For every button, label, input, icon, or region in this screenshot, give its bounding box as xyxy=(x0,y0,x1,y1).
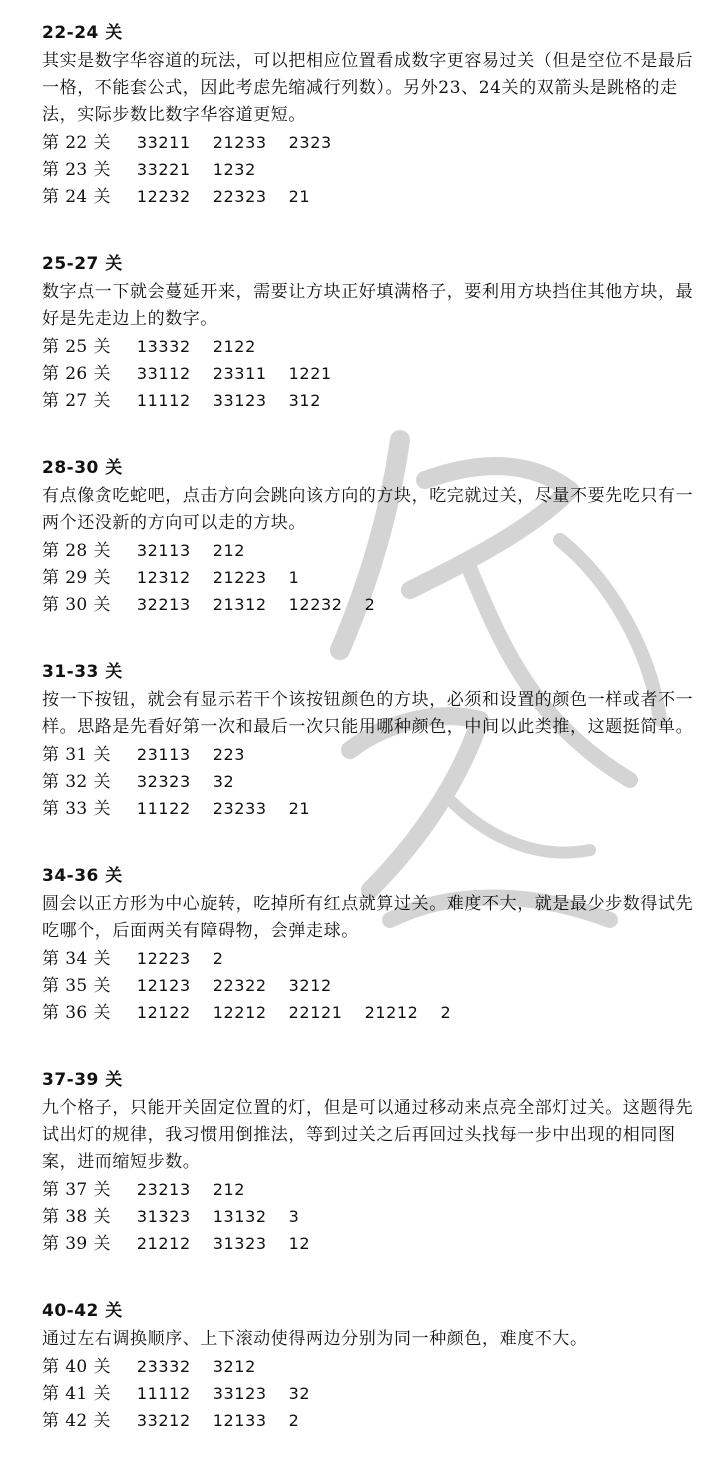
level-solution-row xyxy=(42,972,702,999)
level-solution-row xyxy=(42,360,702,387)
level-label: 第 24 关 xyxy=(42,187,111,207)
move-sequence: 12232 xyxy=(136,187,191,206)
section-heading: 31-33 关 xyxy=(42,662,123,682)
level-label: 第 30 关 xyxy=(42,595,111,615)
move-sequence: 23113 xyxy=(136,745,191,764)
move-sequence: 31323 xyxy=(136,1207,191,1226)
move-sequence: 212 xyxy=(212,541,246,560)
move-sequence: 13132 xyxy=(212,1207,267,1226)
level-group-section xyxy=(42,457,702,618)
level-label: 第 36 关 xyxy=(42,1003,111,1023)
section-description: 数字点一下就会蔓延开来，需要让方块正好填满格子，要利用方块挡住其他方块，最好是先走边上的数字。 xyxy=(42,282,694,329)
move-sequence: 3212 xyxy=(212,1357,256,1376)
move-sequence: 11112 xyxy=(136,391,191,410)
move-sequence: 12 xyxy=(288,1234,311,1253)
move-sequence: 32213 xyxy=(136,595,191,614)
move-sequence: 21233 xyxy=(212,133,267,152)
level-solution-row xyxy=(42,999,702,1026)
section-description: 九个格子，只能开关固定位置的灯，但是可以通过移动来点亮全部灯过关。这题得先试出灯的规律，我习惯用倒推法，等到过关之后再回过头找每一步中出现的相同图案，进而缩短步数。 xyxy=(42,1098,694,1172)
move-sequence: 1 xyxy=(288,568,300,587)
level-solution-row xyxy=(42,387,702,414)
move-sequence: 32 xyxy=(288,1384,311,1403)
move-sequence: 31323 xyxy=(212,1234,267,1253)
move-sequence: 33112 xyxy=(136,364,191,383)
move-sequence: 11122 xyxy=(136,799,191,818)
move-sequence: 32323 xyxy=(136,772,191,791)
level-label: 第 38 关 xyxy=(42,1207,111,1227)
move-sequence: 22323 xyxy=(212,187,267,206)
move-sequence: 3212 xyxy=(288,976,332,995)
section-description: 有点像贪吃蛇吧，点击方向会跳向该方向的方块，吃完就过关，尽量不要先吃只有一两个还没新的方向可以走的方块。 xyxy=(42,486,694,533)
level-solution-row xyxy=(42,1203,702,1230)
level-label: 第 42 关 xyxy=(42,1411,111,1431)
level-group-section xyxy=(42,661,702,822)
level-solution-row xyxy=(42,1353,702,1380)
move-sequence: 12223 xyxy=(136,949,191,968)
section-description: 其实是数字华容道的玩法，可以把相应位置看成数字更容易过关（但是空位不是最后一格，不能套公式，因此考虑先缩减行列数）。另外23、24关的双箭头是跳格的走法，实际步数比数字华容道更短。 xyxy=(42,51,694,125)
move-sequence: 13332 xyxy=(136,337,191,356)
move-sequence: 12232 xyxy=(288,595,343,614)
move-sequence: 223 xyxy=(212,745,246,764)
level-solution-row xyxy=(42,1380,702,1407)
level-solution-row xyxy=(42,537,702,564)
move-sequence: 23233 xyxy=(212,799,267,818)
level-label: 第 41 关 xyxy=(42,1384,111,1404)
move-sequence: 21223 xyxy=(212,568,267,587)
move-sequence: 21 xyxy=(288,799,311,818)
move-sequence: 21212 xyxy=(136,1234,191,1253)
move-sequence: 22121 xyxy=(288,1003,343,1022)
level-label: 第 39 关 xyxy=(42,1234,111,1254)
move-sequence: 21312 xyxy=(212,595,267,614)
move-sequence: 33221 xyxy=(136,160,191,179)
level-label: 第 33 关 xyxy=(42,799,111,819)
section-description: 圆会以正方形为中心旋转，吃掉所有红点就算过关。难度不大，就是最少步数得试先吃哪个，后面两关有障碍物，会弹走球。 xyxy=(42,894,694,941)
level-label: 第 25 关 xyxy=(42,337,111,357)
level-solution-row xyxy=(42,741,702,768)
level-label: 第 27 关 xyxy=(42,391,111,411)
move-sequence: 33211 xyxy=(136,133,191,152)
level-solution-row xyxy=(42,795,702,822)
level-solution-row xyxy=(42,1407,702,1434)
move-sequence: 2 xyxy=(288,1411,300,1430)
move-sequence: 11112 xyxy=(136,1384,191,1403)
section-heading: 22-24 关 xyxy=(42,23,123,43)
move-sequence: 12133 xyxy=(212,1411,267,1430)
level-label: 第 31 关 xyxy=(42,745,111,765)
level-solution-row xyxy=(42,1176,702,1203)
move-sequence: 12212 xyxy=(212,1003,267,1022)
level-solution-row xyxy=(42,333,702,360)
section-description: 按一下按钮，就会有显示若干个该按钮颜色的方块，必须和设置的颜色一样或者不一样。思路是先看好第一次和最后一次只能用哪种颜色，中间以此类推，这题挺简单。 xyxy=(42,690,694,737)
level-solution-row xyxy=(42,564,702,591)
level-solution-row xyxy=(42,1230,702,1257)
level-solution-row xyxy=(42,945,702,972)
move-sequence: 33123 xyxy=(212,391,267,410)
move-sequence: 32 xyxy=(212,772,235,791)
move-sequence: 23213 xyxy=(136,1180,191,1199)
move-sequence: 33212 xyxy=(136,1411,191,1430)
move-sequence: 312 xyxy=(288,391,321,410)
level-group-section xyxy=(42,1069,702,1257)
level-label: 第 37 关 xyxy=(42,1180,111,1200)
level-label: 第 34 关 xyxy=(42,949,111,969)
move-sequence: 12122 xyxy=(136,1003,191,1022)
guide-content xyxy=(42,22,702,1477)
section-heading: 34-36 关 xyxy=(42,866,123,886)
level-label: 第 26 关 xyxy=(42,364,111,384)
level-solution-row xyxy=(42,768,702,795)
level-group-section xyxy=(42,865,702,1026)
level-label: 第 29 关 xyxy=(42,568,111,588)
move-sequence: 2122 xyxy=(212,337,256,356)
section-heading: 25-27 关 xyxy=(42,254,123,274)
move-sequence: 32113 xyxy=(136,541,191,560)
level-label: 第 40 关 xyxy=(42,1357,111,1377)
level-solution-row xyxy=(42,156,702,183)
move-sequence: 22322 xyxy=(212,976,267,995)
move-sequence: 3 xyxy=(288,1207,300,1226)
level-label: 第 23 关 xyxy=(42,160,111,180)
move-sequence: 12123 xyxy=(136,976,191,995)
level-group-section xyxy=(42,253,702,414)
move-sequence: 21 xyxy=(288,187,311,206)
move-sequence: 1221 xyxy=(288,364,332,383)
move-sequence: 212 xyxy=(212,1180,246,1199)
level-solution-row xyxy=(42,591,702,618)
level-label: 第 28 关 xyxy=(42,541,111,561)
move-sequence: 2 xyxy=(212,949,224,968)
level-group-section xyxy=(42,22,702,210)
level-label: 第 35 关 xyxy=(42,976,111,996)
move-sequence: 33123 xyxy=(212,1384,267,1403)
move-sequence: 12312 xyxy=(136,568,191,587)
move-sequence: 2 xyxy=(364,595,376,614)
move-sequence: 1232 xyxy=(212,160,256,179)
section-heading: 40-42 关 xyxy=(42,1301,123,1321)
level-label: 第 32 关 xyxy=(42,772,111,792)
section-heading: 37-39 关 xyxy=(42,1070,123,1090)
move-sequence: 2 xyxy=(440,1003,452,1022)
level-solution-row xyxy=(42,129,702,156)
section-description: 通过左右调换顺序、上下滚动使得两边分别为同一种颜色，难度不大。 xyxy=(42,1329,588,1349)
level-label: 第 22 关 xyxy=(42,133,111,153)
move-sequence: 21212 xyxy=(364,1003,419,1022)
section-heading: 28-30 关 xyxy=(42,458,123,478)
move-sequence: 23332 xyxy=(136,1357,191,1376)
move-sequence: 2323 xyxy=(288,133,332,152)
level-solution-row xyxy=(42,183,702,210)
move-sequence: 23311 xyxy=(212,364,267,383)
